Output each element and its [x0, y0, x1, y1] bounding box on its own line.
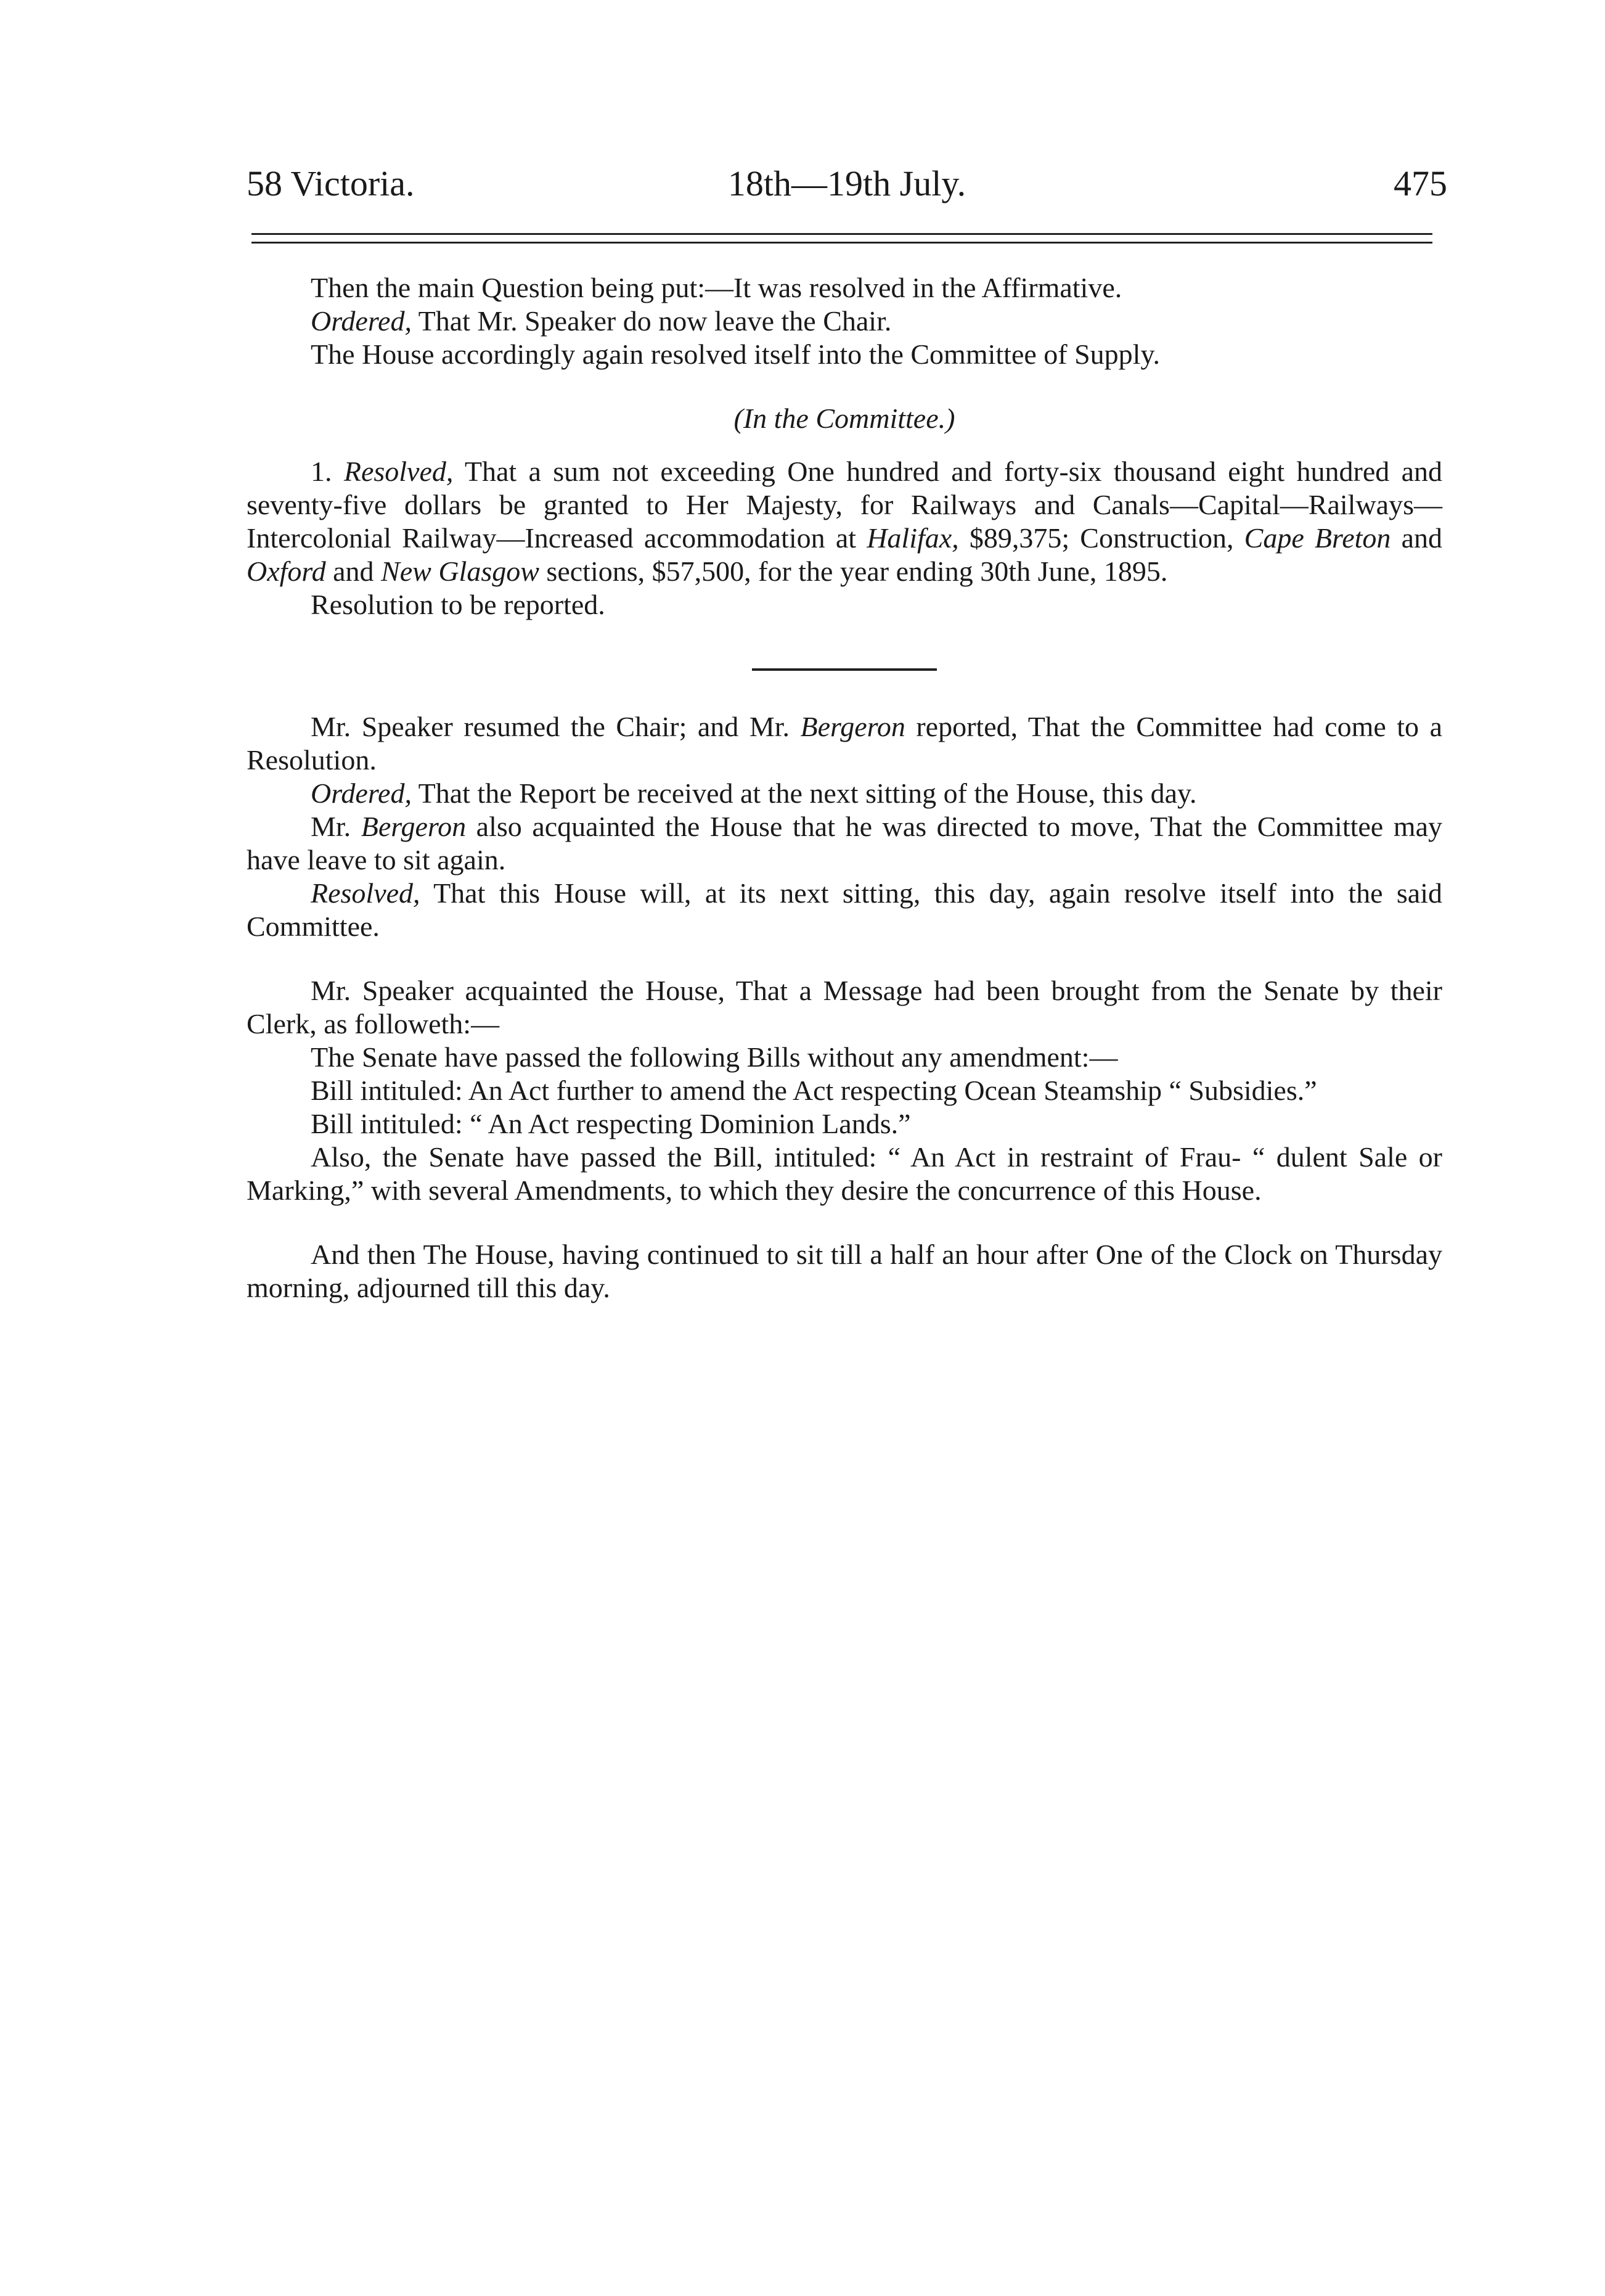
header-session: 58 Victoria.: [247, 163, 415, 203]
resolution-text: That a sum not exceeding One hundred and forty-six thousand eight hundred and seventy-five dollars be granted to Her Majesty, for Railways and Canals—Capital—Railways—Intercolonial Railway—Increased accommodation at: [247, 456, 1442, 554]
senate-passed-bills: The Senate have passed the following Bills without any amendment:—: [311, 1041, 1118, 1073]
order-text: That Mr. Speaker do now leave the Chair.: [411, 305, 892, 337]
header-rule-bottom: [251, 242, 1432, 244]
section-separator: [752, 668, 937, 671]
order-text: That the Report be received at the next sitting of the House, this day.: [411, 777, 1197, 809]
committee-heading-text: (In the Committee.): [733, 403, 955, 434]
resolved-label: Resolved,: [343, 456, 454, 487]
journal-body: [247, 271, 1442, 1305]
resolution-text: and: [1391, 522, 1442, 554]
place-cape-breton: Cape Breton: [1244, 522, 1391, 554]
resolution-number: 1.: [311, 456, 344, 487]
page-number: 475: [1394, 163, 1447, 203]
motion-text: also acquainted the House that he was directed to move, That the Committee may have leave to sit again.: [247, 811, 1442, 875]
place-oxford: Oxford: [247, 556, 326, 587]
question-paragraph: Then the main Question being put:—It was resolved in the Affirmative.: [311, 272, 1122, 303]
resolution-text: sections, $57,500, for the year ending 30th June, 1895.: [539, 556, 1168, 587]
senate-message-paragraph: Mr. Speaker acquainted the House, That a Message had been brought from the Senate by their Clerk, as followeth:—: [247, 975, 1442, 1039]
bill-ocean-steamship: Bill intituled: An Act further to amend the Act respecting Ocean Steamship “ Subsidies.”: [311, 1075, 1317, 1106]
paragraph-gap: [247, 943, 1442, 974]
header-date: 18th—19th July.: [727, 163, 966, 203]
leave-to-sit-paragraph: [247, 810, 1442, 877]
resolved-text: That this House will, at its next sitting, this day, again resolve itself into the said Committee.: [247, 877, 1442, 942]
resolution-text: and: [325, 556, 382, 587]
adjournment-paragraph: And then The House, having continued to sit till a half an hour after One of the Clock on Thursday morning, adjourned till this day.: [247, 1239, 1442, 1303]
header-rule-top: [251, 233, 1432, 235]
place-new-glasgow: New Glasgow: [381, 556, 539, 587]
bill-fraudulent-sale: Also, the Senate have passed the Bill, intituled: “ An Act in restraint of Frau- “ dulent Sale or Marking,” with several Amendments, to which they desire the concurrence of this House.: [247, 1141, 1442, 1206]
paragraph-gap: [247, 1207, 1442, 1238]
committee-of-supply-paragraph: The House accordingly again resolved itself into the Committee of Supply.: [311, 338, 1160, 370]
motion-text: Mr.: [311, 811, 361, 842]
member-name: Bergeron: [361, 811, 467, 842]
running-header: [247, 159, 1447, 208]
bill-dominion-lands: Bill intituled: “ An Act respecting Dominion Lands.”: [311, 1108, 911, 1139]
resolved-label: Resolved,: [311, 877, 420, 909]
committee-heading: [247, 402, 1442, 435]
resolution-text: $89,375; Construction,: [958, 522, 1244, 554]
member-name: Bergeron: [800, 711, 905, 742]
speaker-text: reported, That the Committee had come to a Resolution.: [247, 711, 1442, 776]
order-report-received: [247, 777, 1442, 810]
resolution-report-line: Resolution to be reported.: [311, 589, 605, 620]
ordered-label: Ordered,: [311, 305, 412, 337]
order-leave-chair: [247, 305, 1442, 338]
place-halifax: Halifax,: [867, 522, 959, 554]
speaker-text: Mr. Speaker resumed the Chair; and Mr.: [311, 711, 801, 742]
speaker-resumed-paragraph: [247, 710, 1442, 777]
resolution-1: [247, 455, 1442, 588]
ordered-label: Ordered,: [311, 777, 412, 809]
resolved-resolve-itself: [247, 877, 1442, 943]
